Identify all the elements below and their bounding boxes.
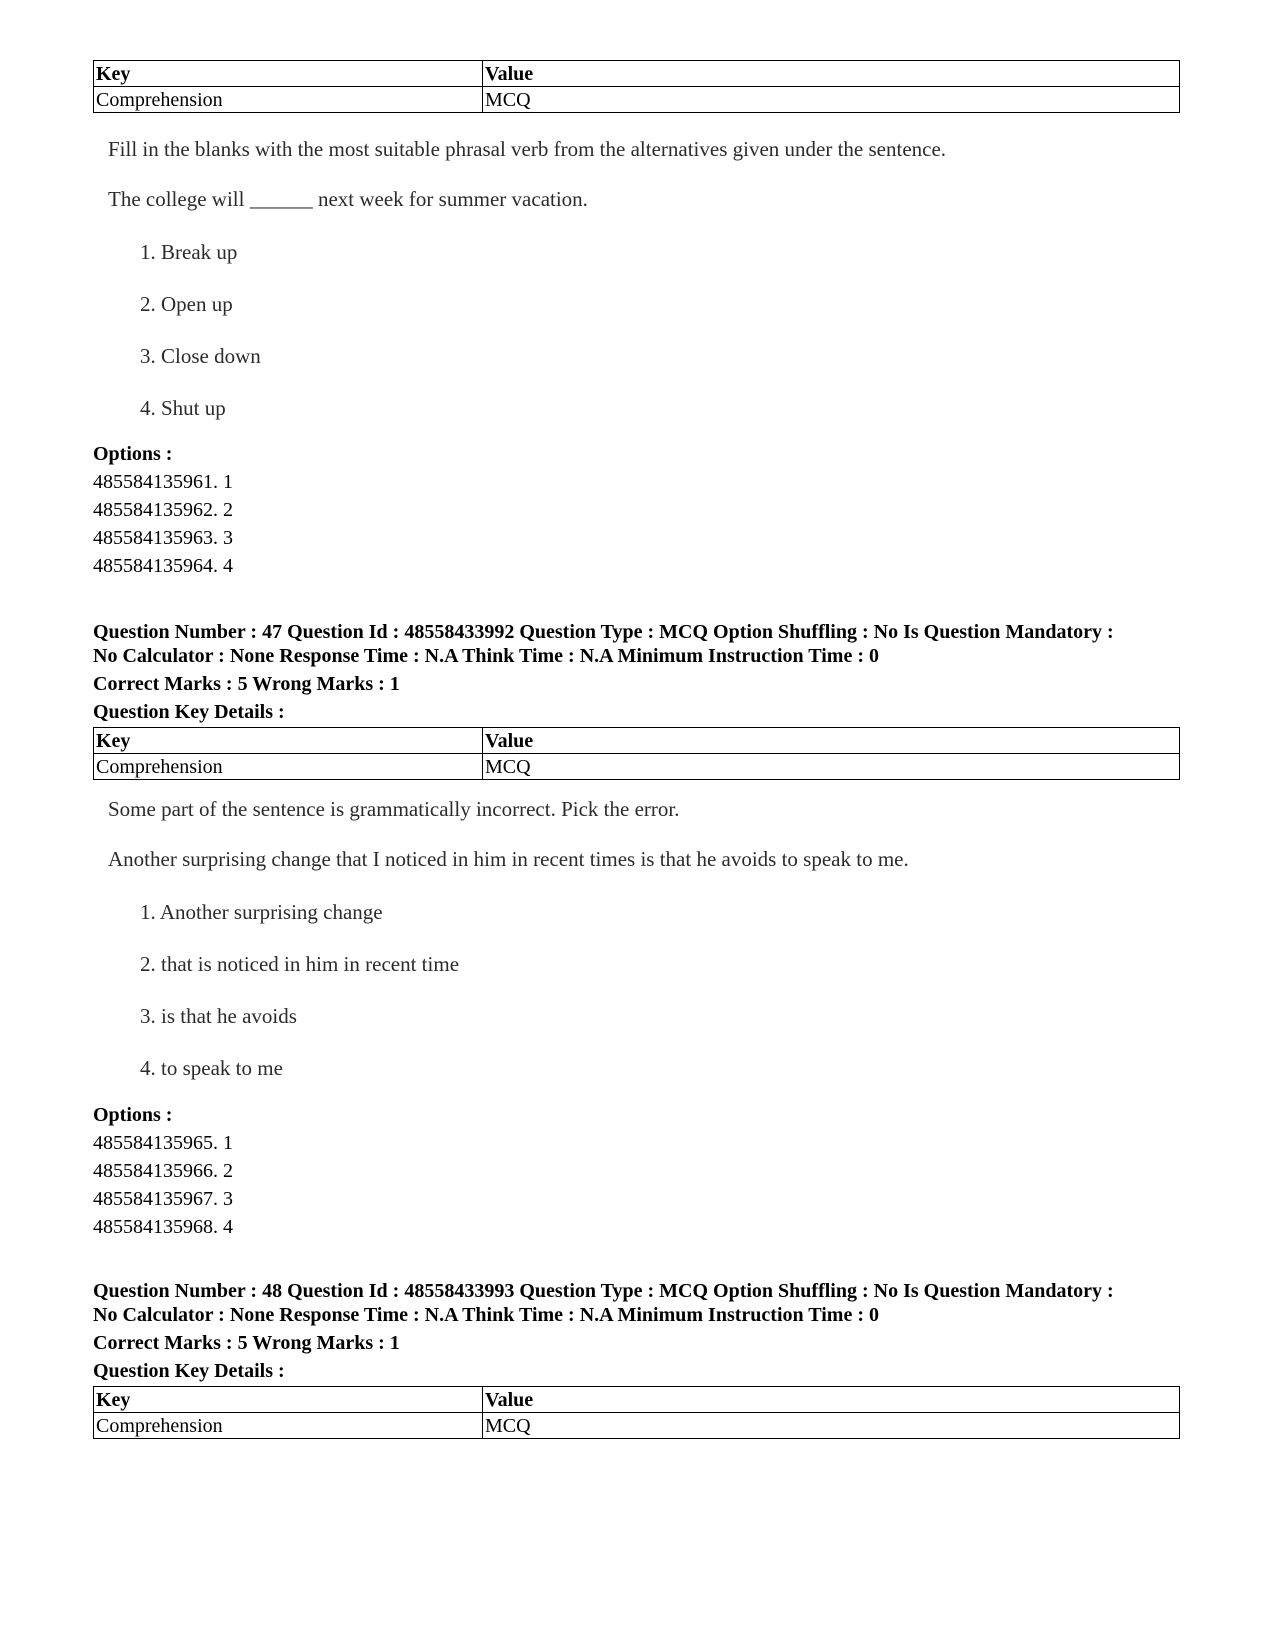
- q47-key-table: [93, 727, 1180, 780]
- q47-meta-line2: No Calculator : None Response Time : N.A Think Time : N.A Minimum Instruction Time : 0: [93, 645, 879, 667]
- q47-sentence: Another surprising change that I noticed in him in recent times is that he avoids to speak to me.: [108, 847, 909, 871]
- q46-option-2: 485584135962. 2: [93, 499, 233, 521]
- q46-choice-1: 1. Break up: [140, 240, 238, 264]
- q46-options-label: Options :: [93, 443, 173, 465]
- table-header-key: Key: [94, 1387, 483, 1413]
- q47-choice-1: 1. Another surprising change: [140, 900, 383, 924]
- q46-sentence: The college will ______ next week for summer vacation.: [108, 187, 588, 211]
- q46-instruction: Fill in the blanks with the most suitable phrasal verb from the alternatives given under the sentence.: [108, 137, 947, 161]
- table-cell-value: MCQ: [483, 754, 1180, 780]
- table-header-value: Value: [483, 1387, 1180, 1413]
- q47-key-details-label: Question Key Details :: [93, 701, 285, 723]
- q47-option-4: 485584135968. 4: [93, 1216, 233, 1238]
- q46-choice-2: 2. Open up: [140, 292, 233, 316]
- q47-choice-2: 2. that is noticed in him in recent time: [140, 952, 460, 976]
- q48-marks: Correct Marks : 5 Wrong Marks : 1: [93, 1332, 400, 1354]
- q47-option-1: 485584135965. 1: [93, 1132, 233, 1154]
- q47-option-2: 485584135966. 2: [93, 1160, 233, 1182]
- q47-option-3: 485584135967. 3: [93, 1188, 233, 1210]
- q48-key-details-label: Question Key Details :: [93, 1360, 285, 1382]
- q47-options-label: Options :: [93, 1104, 173, 1126]
- q46-option-3: 485584135963. 3: [93, 527, 233, 549]
- table-cell-value: MCQ: [483, 87, 1180, 113]
- q47-marks: Correct Marks : 5 Wrong Marks : 1: [93, 673, 400, 695]
- table-cell-value: MCQ: [483, 1413, 1180, 1439]
- table-cell-key: Comprehension: [94, 754, 483, 780]
- table-header-key: Key: [94, 728, 483, 754]
- q47-meta-line1: Question Number : 47 Question Id : 48558433992 Question Type : MCQ Option Shuffling : No Is Question Mandatory :: [93, 621, 1114, 643]
- q48-meta-line2: No Calculator : None Response Time : N.A Think Time : N.A Minimum Instruction Time : 0: [93, 1304, 879, 1326]
- q48-meta-line1: Question Number : 48 Question Id : 48558433993 Question Type : MCQ Option Shuffling : No Is Question Mandatory :: [93, 1280, 1114, 1302]
- table-cell-key: Comprehension: [94, 1413, 483, 1439]
- q46-choice-4: 4. Shut up: [140, 396, 226, 420]
- table-header-value: Value: [483, 61, 1180, 87]
- q47-choice-4: 4. to speak to me: [140, 1056, 283, 1080]
- q48-key-table: [93, 1386, 1180, 1439]
- q47-instruction: Some part of the sentence is grammatically incorrect. Pick the error.: [108, 797, 680, 821]
- table-cell-key: Comprehension: [94, 87, 483, 113]
- table-header-value: Value: [483, 728, 1180, 754]
- q46-option-4: 485584135964. 4: [93, 555, 233, 577]
- q46-choice-3: 3. Close down: [140, 344, 261, 368]
- q47-choice-3: 3. is that he avoids: [140, 1004, 297, 1028]
- q46-key-table: [93, 60, 1180, 113]
- q46-option-1: 485584135961. 1: [93, 471, 233, 493]
- table-header-key: Key: [94, 61, 483, 87]
